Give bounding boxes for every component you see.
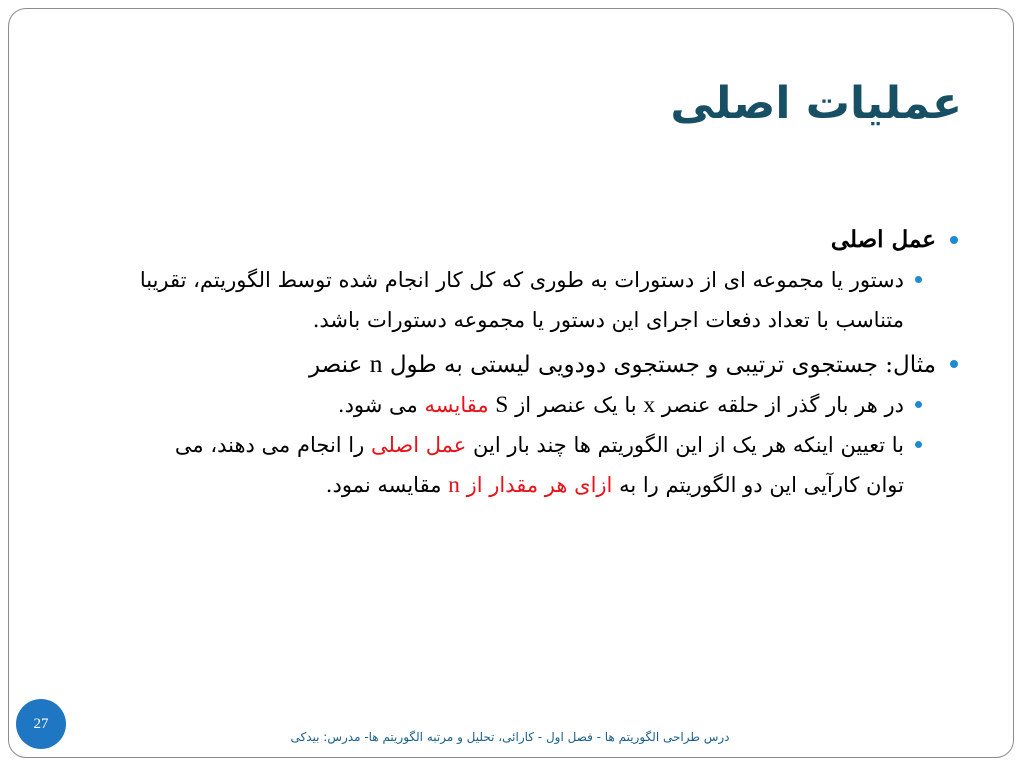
highlight-compare: مقایسه: [424, 393, 489, 417]
bullet-dot-icon: [915, 401, 922, 408]
slide-content: [136, 220, 936, 505]
page-number: 27: [33, 715, 49, 732]
variable-n: n: [369, 349, 383, 378]
bullet-example: [136, 344, 936, 385]
definition-text: دستور یا مجموعه ای از دستورات به طوری که کل کار انجام شده توسط الگوریتم، تقریبا متناسب با تعداد دفعات اجرای این دستور یا مجموعه دستورات باشد.: [139, 268, 904, 332]
bullet-label: عمل اصلی: [830, 226, 936, 253]
efficiency-text-pre: با تعیین اینکه هر یک از این الگوریتم ها چند بار این: [473, 433, 904, 457]
comparison-text-mid: با یک عنصر از: [515, 393, 637, 417]
example-text-post: عنصر: [309, 352, 363, 378]
highlight-for-each-value: ازای هر مقدار از: [466, 473, 613, 497]
example-text-pre: مثال: جستجوی ترتیبی و جستجوی دودویی لیستی به طول: [389, 352, 936, 378]
efficiency-text-post: مقایسه نمود.: [325, 473, 442, 497]
bullet-dot-icon: [915, 276, 922, 283]
variable-x: x: [643, 392, 656, 418]
bullet-definition: [136, 260, 904, 340]
comparison-text-pre: در هر بار گذر از حلقه عنصر: [661, 393, 904, 417]
variable-s: S: [495, 392, 509, 418]
bullet-dot-icon: [950, 236, 958, 244]
bullet-efficiency: [136, 425, 904, 505]
highlight-main-operation: عمل اصلی: [370, 433, 467, 457]
bullet-main-operation: [136, 220, 936, 260]
bullet-dot-icon: [915, 441, 922, 448]
comparison-text-post: می شود.: [337, 393, 418, 417]
bullet-comparison: [136, 385, 904, 425]
slide-footer: درس طراحی الگوریتم ها - فصل اول - کارائی، تحلیل و مرتبه الگوریتم ها- مدرس: بیدکی: [290, 730, 730, 744]
slide-title: عملیات اصلی: [670, 78, 962, 129]
efficiency-text-mid: را انجام می دهند، می توان کارآیی این دو الگوریتم را به: [174, 433, 904, 497]
variable-n-red: n: [448, 472, 460, 498]
bullet-dot-icon: [950, 360, 958, 368]
page-number-badge: [16, 699, 66, 749]
